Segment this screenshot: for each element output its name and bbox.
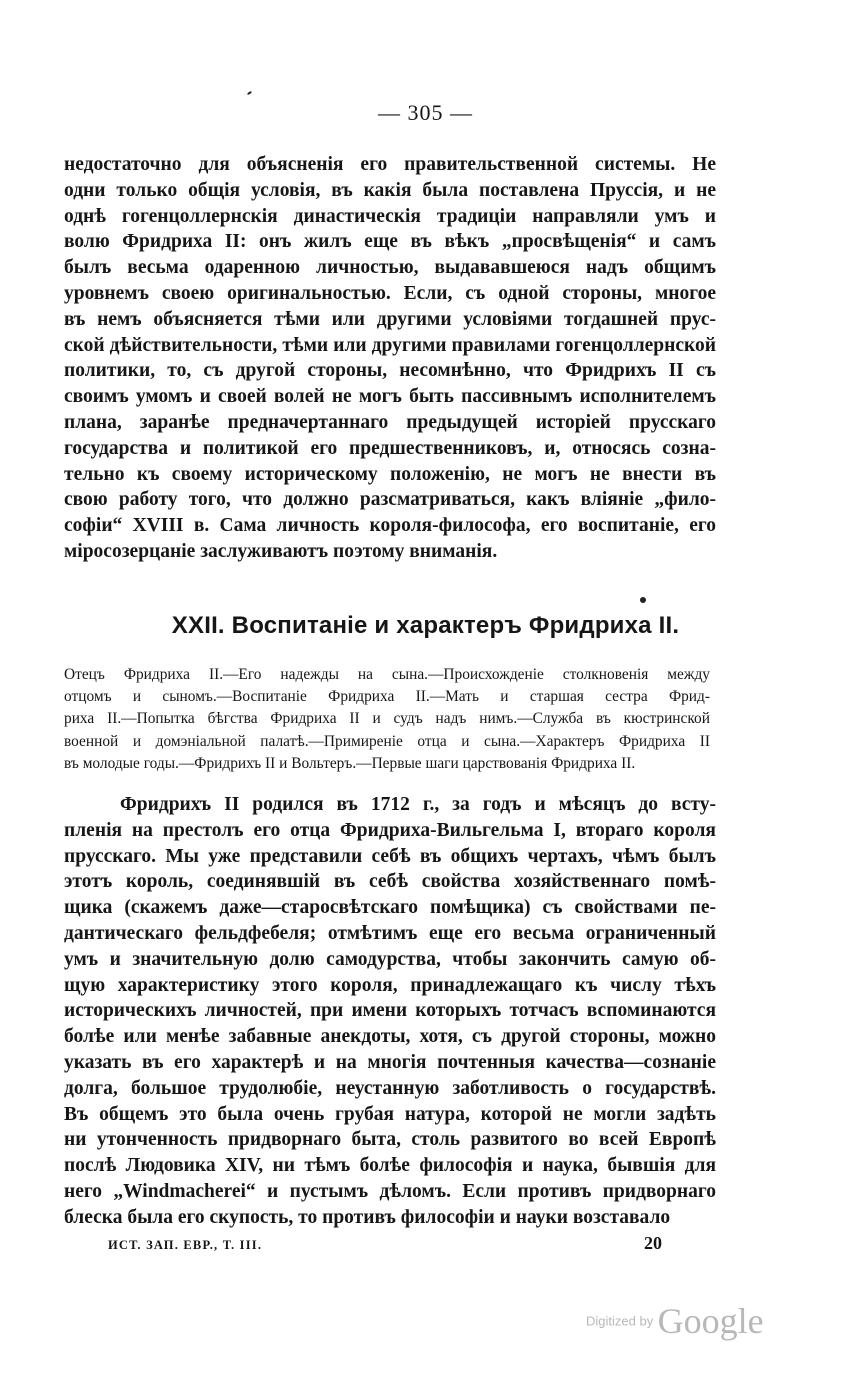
text-line: тельно къ своему историческому положенію, не могъ не внести въ <box>64 463 716 485</box>
text-line: государства и политикой его предшественниковъ, и, относясь созна- <box>64 437 716 459</box>
text-line: міросозерцаніе заслуживаютъ поэтому вниманія. <box>64 540 498 562</box>
watermark-prefix: Digitized by <box>586 1313 654 1329</box>
text-line: въ немъ объясняется тѣми или другими условіями тогдашней прус- <box>64 308 716 330</box>
chapter-summary <box>64 664 710 775</box>
text-line: свою работу того, что должно разсматриваться, какъ вліяніе „фило- <box>64 489 716 511</box>
text-line: умъ и значительную долю самодурства, чтобы закончить самую об- <box>64 948 716 970</box>
text-line: Въ общемъ это была очень грубая натура, которой не могли задѣть <box>64 1103 716 1125</box>
digitized-watermark <box>586 1300 764 1342</box>
text-line: послѣ Людовика XIV, ни тѣмъ болѣе философія и наука, бывшія для <box>64 1155 716 1177</box>
text-line: указать въ его характерѣ и на многія почтенныя качества—сознаніе <box>64 1051 716 1073</box>
text-line: прусскаго. Мы уже представили себѣ въ общихъ чертахъ, чѣмъ былъ <box>64 845 716 867</box>
body-paragraph <box>64 792 716 1231</box>
text-line: него „Windmacherei“ и пустымъ дѣломъ. Если противъ придворнаго <box>64 1180 716 1202</box>
text-line: ни утонченность придворнаго быта, столь развитого во всей Европѣ <box>64 1129 716 1151</box>
text-line: этотъ король, соединявшій въ себѣ свойства хозяйственнаго помѣ- <box>64 871 716 893</box>
text-line: Фридрихъ II родился въ 1712 г., за годъ и мѣсяцъ до всту- <box>120 794 716 815</box>
text-line: отцомъ и сыномъ.—Воспитаніе Фридриха II.—Мать и старшая сестра Фрид- <box>64 688 710 706</box>
text-line: пленія на престолъ его отца Фридриха-Вильгельма I, втораго короля <box>64 819 716 841</box>
text-line: историческихъ личностей, при имени которыхъ тотчасъ вспоминаются <box>64 1000 716 1022</box>
text-line: волю Фридриха II: онъ жилъ еще въ вѣкъ „просвѣщенія“ и самъ <box>64 231 716 253</box>
page-number: — 305 — <box>378 100 473 125</box>
text-line: ской дѣйствительности, тѣми или другими правилами гогенцоллернской <box>64 334 716 356</box>
stray-ink-mark <box>640 597 646 603</box>
text-line: щика (скажемъ даже—старосвѣтскаго помѣщика) съ свойствами пе- <box>64 897 716 919</box>
stray-ink-mark <box>247 91 252 96</box>
text-line: недостаточно для объясненія его правительственной системы. Не <box>64 154 716 175</box>
text-line: софіи“ XVIII в. Сама личность короля-философа, его воспитаніе, его <box>64 515 716 537</box>
text-line: одни только общія условія, въ какія была поставлена Пруссія, и не <box>64 179 716 201</box>
text-line: щую характеристику этого короля, принадлежащаго къ числу тѣхъ <box>64 974 716 996</box>
text-line: долга, большое трудолюбіе, неустанную заботливость о государствѣ. <box>64 1077 716 1099</box>
text-line: риха II.—Попытка бѣгства Фридриха II и судъ надъ нимъ.—Служба въ кюстринской <box>64 710 710 728</box>
text-line: уровнемъ своею оригинальностью. Если, съ одной стороны, многое <box>64 282 716 304</box>
google-logo: Google <box>657 1301 764 1341</box>
text-line: своимъ умомъ и своей волей не могъ быть пассивнымъ исполнителемъ <box>64 386 716 408</box>
footer-signature: ИСТ. ЗАП. ЕВР., Т. III. <box>108 1238 263 1252</box>
text-line: однѣ гогенцоллернскія династическія традиціи направляли умъ и <box>64 205 716 227</box>
text-line: политики, то, съ другой стороны, несомнѣнно, что Фридрихъ II съ <box>64 360 716 382</box>
text-line: въ молодые годы.—Фридрихъ II и Вольтеръ.—Первые шаги царствованія Фридриха II. <box>64 754 636 772</box>
chapter-title: XXII. Воспитаніе и характеръ Фридриха II. <box>171 612 680 639</box>
text-line: блеска была его скупость, то противъ философіи и науки возставало <box>64 1206 671 1228</box>
signature-number: 20 <box>644 1233 662 1253</box>
text-line: Отецъ Фридриха II.—Его надежды на сына.—Происхожденіе столкновенія между <box>64 666 710 683</box>
text-line: плана, заранѣе предначертаннаго предыдущей исторіей прусскаго <box>64 411 716 433</box>
text-line: дантическаго фельдфебеля; отмѣтимъ еще его весьма ограниченный <box>64 922 716 944</box>
text-line: военной и домэніальной палатѣ.—Примиреніе отца и сына.—Характеръ Фридриха II <box>64 732 710 750</box>
text-line: болѣе или менѣе забавные анекдоты, хотя, съ другой стороны, можно <box>64 1026 716 1048</box>
intro-paragraph <box>64 152 716 565</box>
text-line: былъ весьма одаренною личностью, выдававшеюся надъ общимъ <box>64 257 716 279</box>
